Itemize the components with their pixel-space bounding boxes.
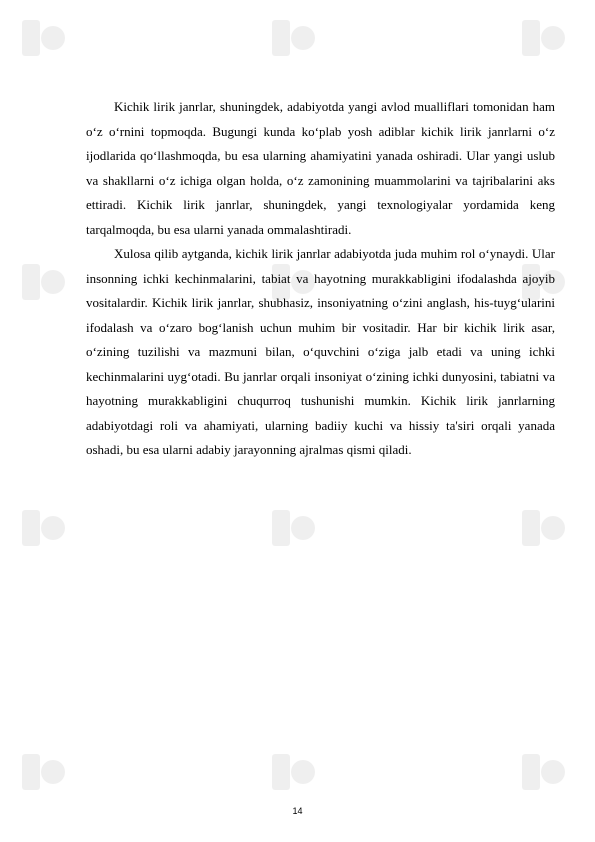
body-paragraph: Xulosa qilib aytganda, kichik lirik janrlar adabiyotda juda muhim rol o‘ynaydi. Ular insonning ichki kechinmalarini, tabiat va hayotning murakkabligini ifodalashda ajoyib vositalardir. Kichik lirik janrlar, shubhasiz, insoniyatning o‘zini anglash, his-tuyg‘ularini ifodalash va o‘zaro bog‘lanish uchun muhim bir vositadir. Har bir kichik lirik asar, o‘zining tuzilishi va mazmuni bilan, o‘quvchini o‘ziga jalb etadi va uning ichki kechinmalarini uyg‘otadi. Bu janrlar orqali insoniyat o‘zining ichki dunyosini, tabiatni va hayotning murakkabligini chuqurroq tushunishi mumkin. Kichik lirik janrlarning adabiyotdagi roli va ahamiyati, ularning badiiy kuchi va hissiy ta'siri orqali yanada oshadi, bu esa ularni adabiy jarayonning ajralmas qismi qiladi. (86, 246, 555, 457)
watermark-logo-icon (270, 752, 316, 792)
watermark-logo-icon (520, 18, 566, 58)
watermark-logo-icon (20, 508, 66, 548)
watermark-logo-icon (270, 508, 316, 548)
page-number: 14 (292, 806, 303, 816)
watermark-logo-icon (20, 18, 66, 58)
watermark-logo-icon (270, 18, 316, 58)
body-paragraph: Kichik lirik janrlar, shuningdek, adabiyotda yangi avlod mualliflari tomonidan ham o‘z o‘rnini topmoqda. Bugungi kunda ko‘plab yosh adiblar kichik lirik janrlarni o‘z ijodlarida qo‘llashmoqda, bu esa ularning ahamiyatini yanada oshiradi. Ular yangi uslub va shakllarni o‘z ichiga olgan holda, o‘z zamonining muammolarini va tajribalarini aks ettiradi. Kichik lirik janrlar, shuningdek, yangi texnologiyalar yordamida keng tarqalmoqda, bu esa ularni yanada ommalashtiradi. (86, 99, 555, 237)
watermark-logo-icon (520, 752, 566, 792)
watermark-logo-icon (20, 262, 66, 302)
document-body (86, 95, 555, 463)
watermark-logo-icon (20, 752, 66, 792)
watermark-logo-icon (520, 508, 566, 548)
